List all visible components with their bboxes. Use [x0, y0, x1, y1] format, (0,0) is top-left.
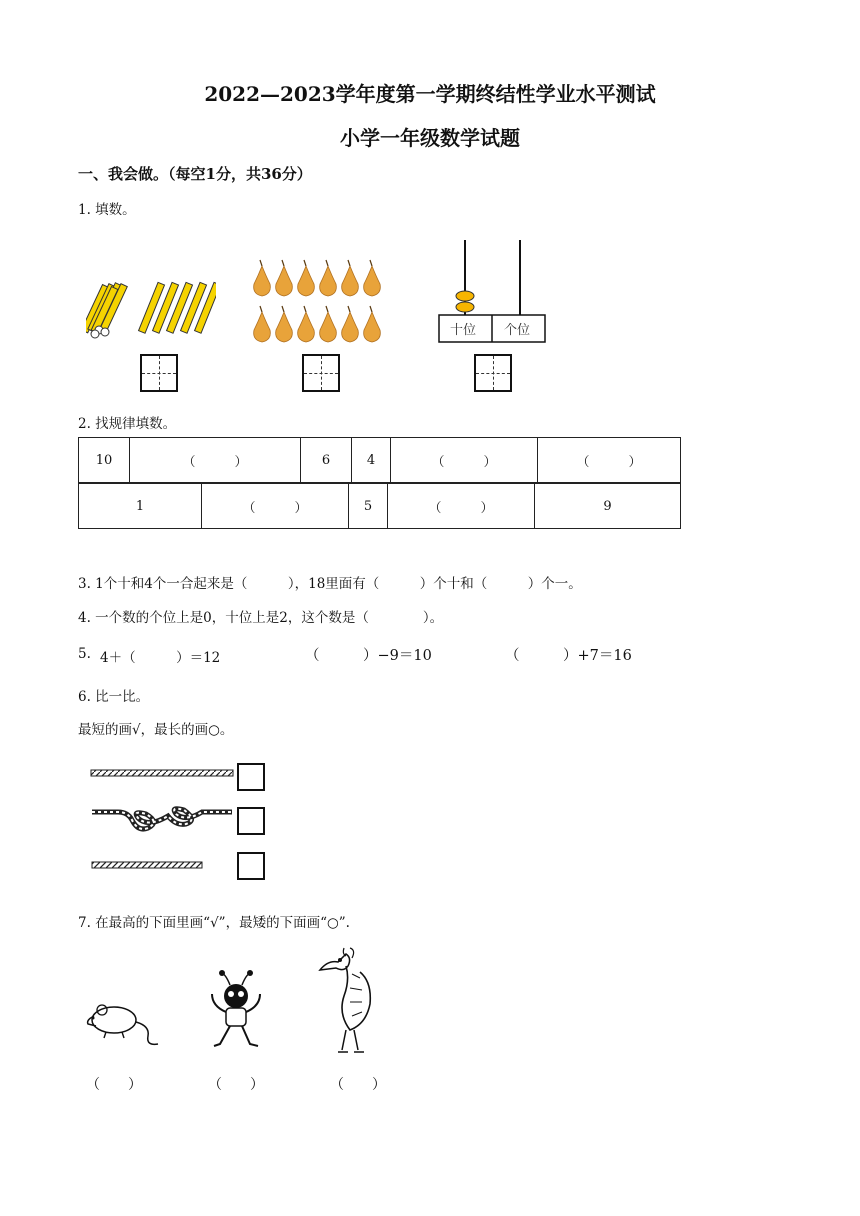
- seq-blank[interactable]: （ ）: [538, 438, 681, 483]
- pears-illustration: [250, 258, 386, 344]
- question-6-instruction: 最短的画√，最长的画○。: [78, 722, 234, 738]
- seq-cell: 4: [352, 438, 391, 483]
- seq-cell: 5: [349, 484, 388, 529]
- seq-cell: 9: [535, 484, 681, 529]
- rope-answer-box-2[interactable]: [237, 807, 265, 835]
- rope-answer-box-1[interactable]: [237, 763, 265, 791]
- sticks-illustration: [86, 278, 216, 340]
- page-title: 2022—2023学年度第一学期终结性学业水平测试: [204, 82, 656, 106]
- rope-answer-box-3[interactable]: [237, 852, 265, 880]
- question-2-label: 2. 找规律填数。: [78, 416, 177, 432]
- animal-blank-bird[interactable]: （ ）: [330, 1077, 386, 1093]
- seq-blank[interactable]: （ ）: [388, 484, 535, 529]
- sequence-table: [78, 437, 681, 483]
- question-4: 4. 一个数的个位上是0，十位上是2，这个数是（ ）。: [78, 610, 444, 626]
- equation-a: 4＋（ ）＝12: [100, 650, 221, 666]
- equation-b: （ ）−9＝10: [305, 648, 432, 664]
- sequence-table-row2: [78, 483, 681, 529]
- seq-blank[interactable]: （ ）: [391, 438, 538, 483]
- ones-place-label: 个位: [504, 323, 531, 338]
- answer-box-pears[interactable]: [302, 354, 340, 392]
- equation-c: （ ）+7＝16: [505, 648, 632, 664]
- ant-illustration: [204, 968, 268, 1056]
- seq-blank[interactable]: （ ）: [202, 484, 349, 529]
- seq-cell: 1: [79, 484, 202, 529]
- animal-blank-mouse[interactable]: （ ）: [86, 1077, 142, 1093]
- animal-blank-ant[interactable]: （ ）: [208, 1077, 264, 1093]
- question-3: 3. 1个十和4个一合起来是（ ），18里面有（ ）个十和（ ）个一。: [78, 576, 582, 592]
- question-7-label: 7. 在最高的下面里画“√”，最矮的下面画“○”.: [78, 915, 350, 931]
- seq-cell: 6: [301, 438, 352, 483]
- question-5-label: 5.: [78, 646, 91, 662]
- section-heading: 一、我会做。（每空1分，共36分）: [78, 165, 312, 183]
- answer-box-sticks[interactable]: [140, 354, 178, 392]
- question-1-label: 1. 填数。: [78, 202, 136, 218]
- question-6-label: 6. 比一比。: [78, 689, 150, 705]
- bird-illustration: [316, 944, 380, 1056]
- tens-place-label: 十位: [450, 323, 477, 338]
- mouse-illustration: [82, 996, 162, 1048]
- seq-cell: 10: [79, 438, 130, 483]
- page-subtitle: 小学一年级数学试题: [340, 126, 520, 150]
- ropes-illustration: [88, 760, 238, 875]
- seq-blank[interactable]: （ ）: [130, 438, 301, 483]
- answer-box-abacus[interactable]: [474, 354, 512, 392]
